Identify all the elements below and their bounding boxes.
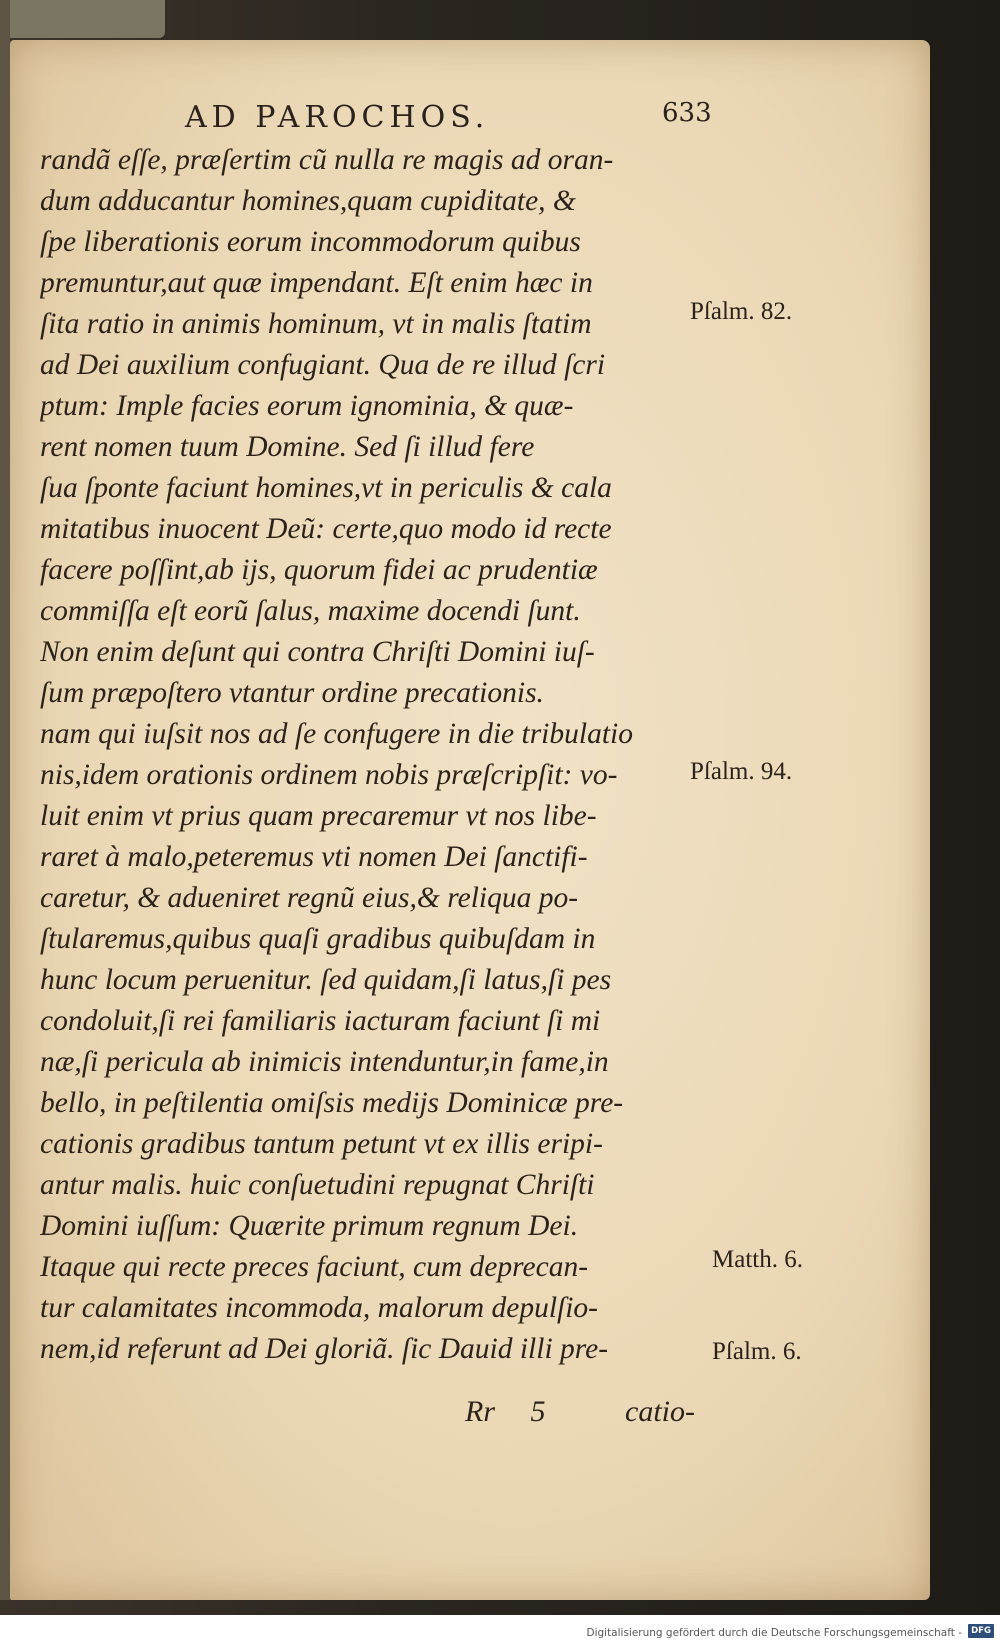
- text-line: Itaque qui recte preces faciunt, cum deprecan-: [40, 1251, 589, 1283]
- text-line: ſtularemus,quibus quaſi gradibus quibuſdam in: [40, 923, 596, 955]
- catchword: catio-: [625, 1395, 695, 1428]
- page-corner-tab: [10, 0, 165, 38]
- text-line: nam qui iuſsit nos ad ſe confugere in die tribulatio: [40, 718, 633, 750]
- text-line: ſua ſponte faciunt homines,vt in periculis & cala: [40, 472, 612, 504]
- book-spine-edge: [0, 0, 10, 1600]
- text-line: facere poſſint,ab ijs, quorum fidei ac prudentiæ: [40, 554, 598, 586]
- text-line: cationis gradibus tantum petunt vt ex illis eripi-: [40, 1128, 603, 1160]
- text-line: antur malis. huic conſuetudini repugnat Chriſti: [40, 1169, 595, 1201]
- text-line: ad Dei auxilium confugiant. Qua de re illud ſcri: [40, 349, 606, 381]
- text-line: ptum: Imple facies eorum ignominia, & quæ-: [40, 390, 574, 422]
- text-line: bello, in peſtilentia omiſsis medijs Dominicæ pre-: [40, 1087, 624, 1119]
- margin-note-psalm-82: Pſalm. 82.: [690, 298, 793, 325]
- text-line: nis,idem orationis ordinem nobis præſcripſit: vo-: [40, 759, 618, 791]
- text-line: Domini iuſſum: Quærite primum regnum Dei.: [40, 1210, 579, 1242]
- digitization-bar: [0, 1615, 1000, 1645]
- text-line: hunc locum peruenitur. ſed quidam,ſi latus,ſi pes: [40, 964, 612, 996]
- text-line: næ,ſi pericula ab inimicis intenduntur,in fame,in: [40, 1046, 609, 1078]
- text-line: Non enim deſunt qui contra Chriſti Domini iuſ-: [40, 636, 595, 668]
- text-line: ſpe liberationis eorum incommodorum quibus: [40, 226, 581, 258]
- digitization-notice: Digitalisierung gefördert durch die Deutsche Forschungsgemeinschaft -: [586, 1627, 962, 1639]
- margin-note-psalm-94: Pſalm. 94.: [690, 758, 793, 785]
- text-line: nem,id referunt ad Dei gloriã. ſic Dauid illi pre-: [40, 1333, 609, 1365]
- text-line: commiſſa eſt eorũ ſalus, maxime docendi ſunt.: [40, 595, 581, 627]
- signature-mark: Rr 5: [465, 1395, 546, 1428]
- text-line: dum adducantur homines,quam cupiditate, &: [40, 185, 576, 217]
- text-line: caretur, & adueniret regnũ eius,& reliqua po-: [40, 882, 579, 914]
- text-line: condoluit,ſi rei familiaris iacturam faciunt ſi mi: [40, 1005, 601, 1037]
- running-title: AD PAROCHOS.: [185, 100, 490, 135]
- text-line: randã eſſe, præſertim cũ nulla re magis ad oran-: [40, 144, 614, 176]
- text-line: luit enim vt prius quam precaremur vt nos libe-: [40, 800, 597, 832]
- text-line: mitatibus inuocent Deũ: certe,quo modo id recte: [40, 513, 612, 545]
- margin-note-psalm-6: Pſalm. 6.: [712, 1338, 802, 1365]
- body-text: [40, 140, 700, 1370]
- margin-note-matth-6: Matth. 6.: [712, 1246, 803, 1273]
- dfg-logo-icon: DFG: [968, 1624, 994, 1638]
- text-line: ſita ratio in animis hominum, vt in malis ſtatim: [40, 308, 592, 340]
- text-line: tur calamitates incommoda, malorum depulſio-: [40, 1292, 598, 1324]
- text-line: ſum præpoſtero vtantur ordine precationis.: [40, 677, 544, 709]
- text-line: rent nomen tuum Domine. Sed ſi illud fere: [40, 431, 535, 463]
- text-line: raret à malo,peteremus vti nomen Dei ſanctifi-: [40, 841, 588, 873]
- page-number: 633: [662, 98, 712, 128]
- text-line: premuntur,aut quæ impendant. Eſt enim hæc in: [40, 267, 593, 299]
